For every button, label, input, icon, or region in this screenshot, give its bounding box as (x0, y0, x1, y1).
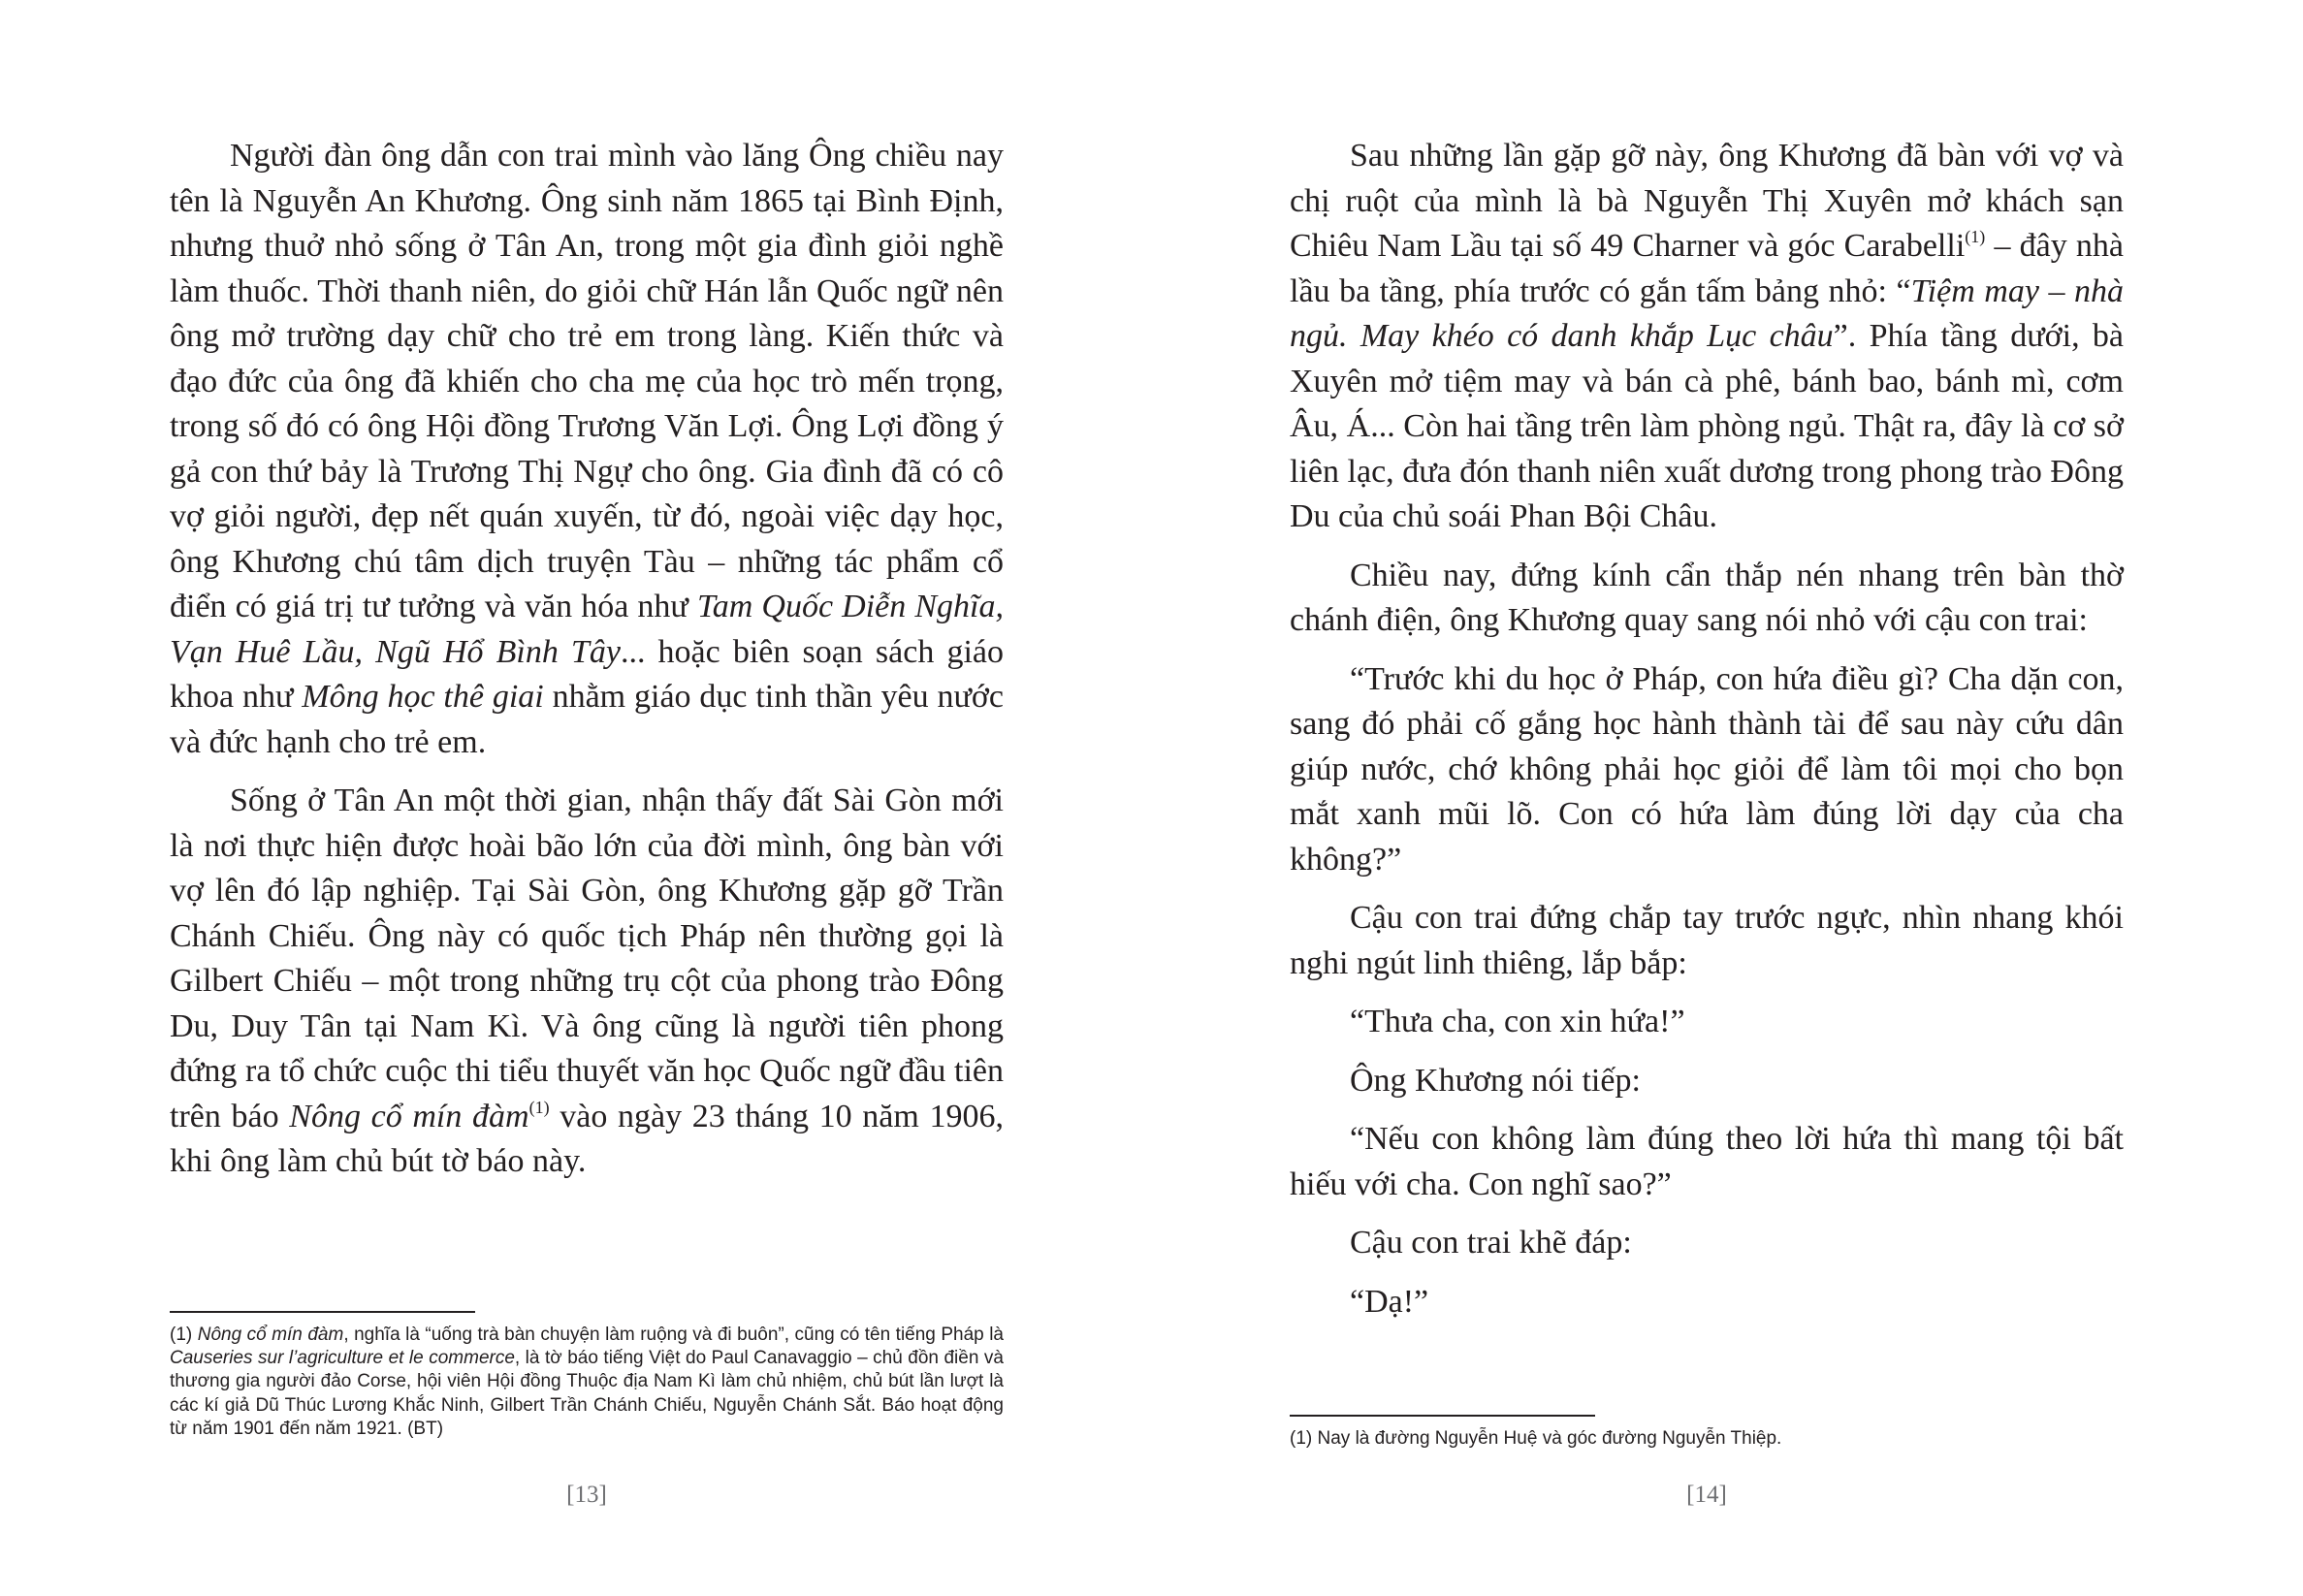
text-run: Chiều nay, đứng kính cẩn thắp nén nhang trên bàn thờ chánh điện, ông Khương quay sang nói nhỏ với cậu con trai: (1290, 557, 2124, 638)
text-run: “Nếu con không làm đúng theo lời hứa thì mang tội bất hiếu với cha. Con nghĩ sao?” (1290, 1121, 2124, 1202)
left-page-number: [13] (566, 1482, 607, 1508)
paragraph (1290, 134, 2124, 540)
footnote-marker: (1) (1965, 227, 1986, 246)
text-run: – đây nhà lầu ba tầng, phía trước có gắn tấm bảng nhỏ: “ (1290, 228, 2124, 309)
right-footnote-rule (1290, 1415, 1595, 1417)
left-body-text (170, 134, 1004, 1198)
text-run: Sống ở Tân An một thời gian, nhận thấy đất Sài Gòn mới là nơi thực hiện được hoài bão lớn của đời mình, ông bàn với vợ lên đó lập nghiệp. Tại Sài Gòn, ông Khương gặp gỡ Trần Chánh Chiếu. Ông này có quốc tịch Pháp nên thường gọi là Gilbert Chiếu – một trong những trụ cột của phong trào Đông Du, Duy Tân tại Nam Kì. Và ông cũng là người tiên phong đứng ra tổ chức cuộc thi tiểu thuyết văn học Quốc ngữ đầu tiên trên báo (170, 782, 1004, 1134)
text-run: nhằm giáo dục tinh thần yêu nước và đức hạnh cho trẻ em. (170, 679, 1004, 760)
italic-text: Causeries sur l’agriculture et le commerce (170, 1348, 515, 1369)
left-page (170, 0, 1004, 1596)
text-run: Ông Khương nói tiếp: (1350, 1062, 1641, 1099)
text-run: “Trước khi du học ở Pháp, con hứa điều gì? Cha dặn con, sang đó phải cố gắng học hành thành tài để sau này cứu dân giúp nước, chớ không phải học giỏi để làm tôi mọi cho bọn mắt xanh mũi lõ. Con có hứa làm đúng lời dạy của cha không?” (1290, 660, 2124, 878)
text-run: , nghĩa là “uống trà bàn chuyện làm ruộng và đi buôn”, cũng có tên tiếng Pháp là (343, 1325, 1005, 1345)
left-footnote (170, 1324, 1004, 1441)
text-run: ... hoặc biên soạn sách giáo khoa như (170, 633, 1004, 715)
italic-text: Tam Quốc Diễn Nghĩa, Vạn Huê Lầu, Ngũ Hổ Bình Tây (170, 589, 1004, 670)
paragraph (170, 779, 1004, 1185)
right-footnote (1290, 1427, 2124, 1451)
right-body-text (1290, 134, 2124, 1338)
italic-text: Mông học thê giai (302, 679, 544, 715)
paragraph (1290, 1280, 2124, 1325)
right-page (1290, 0, 2124, 1596)
text-run: vào ngày 23 tháng 10 năm 1906, khi ông làm chủ bút tờ báo này. (170, 1098, 1004, 1179)
text-run: “Thưa cha, con xin hứa!” (1350, 1004, 1685, 1039)
italic-text: Nông cổ mín đàm (197, 1325, 344, 1345)
paragraph (1290, 657, 2124, 883)
text-run: ”. Phía tầng dưới, bà Xuyên mở tiệm may và bán cà phê, bánh bao, bánh mì, cơm Âu, Á... Còn hai tầng trên làm phòng ngủ. Thật ra, đây là cơ sở liên lạc, đưa đón thanh niên xuất dương trong phong trào Đông Du của chủ soái Phan Bội Châu. (1290, 318, 2124, 534)
text-run: Cậu con trai khẽ đáp: (1350, 1225, 1632, 1261)
text-run: (1) Nay là đường Nguyễn Huệ và góc đường Nguyễn Thiệp. (1290, 1428, 1782, 1449)
right-page-number: [14] (1686, 1482, 1727, 1508)
left-footnote-rule (170, 1311, 475, 1313)
text-run: “Dạ!” (1350, 1283, 1429, 1320)
italic-text: Nông cổ mín đàm (289, 1098, 529, 1134)
footnote-marker: (1) (528, 1097, 550, 1117)
text-run: Cậu con trai đứng chắp tay trước ngực, nhìn nhang khói nghi ngút linh thiêng, lắp bắp: (1290, 900, 2124, 981)
text-run: Người đàn ông dẫn con trai mình vào lăng Ông chiều nay tên là Nguyễn An Khương. Ông sinh năm 1865 tại Bình Định, nhưng thuở nhỏ sống ở Tân An, trong một gia đình giỏi nghề làm thuốc. Thời thanh niên, do giỏi chữ Hán lẫn Quốc ngữ nên ông mở trường dạy chữ cho trẻ em trong làng. Kiến thức và đạo đức của ông đã khiến cho cha mẹ của học trò mến trọng, trong số đó có ông Hội đồng Trương Văn Lợi. Ông Lợi đồng ý gả con thứ bảy là Trương Thị Ngự cho ông. Gia đình đã có cô vợ giỏi người, đẹp nết quán xuyến, từ đó, ngoài việc dạy học, ông Khương chú tâm dịch truyện Tàu – những tác phẩm cổ điển có giá trị tư tưởng và văn hóa như (170, 138, 1004, 624)
paragraph (1290, 554, 2124, 644)
text-run: Sau những lần gặp gỡ này, ông Khương đã bàn với vợ và chị ruột của mình là bà Nguyễn Thị Xuyên mở khách sạn Chiêu Nam Lầu tại số 49 Charner và góc Carabelli (1290, 138, 2124, 264)
paragraph (170, 134, 1004, 765)
paragraph (1290, 896, 2124, 986)
paragraph (1290, 1221, 2124, 1266)
text-run: , là tờ báo tiếng Việt do Paul Canavaggio – chủ đồn điền và thương gia người đảo Corse, hội viên Hội đồng Thuộc địa Nam Kì làm chủ nhiệm, chủ bút lần lượt là các kí giả Dũ Thúc Lương Khắc Ninh, Gilbert Trần Chánh Chiếu, Nguyễn Chánh Sắt. Báo hoạt động từ năm 1901 đến năm 1921. (BT) (170, 1348, 1004, 1439)
paragraph (1290, 1117, 2124, 1207)
text-run: (1) (170, 1325, 198, 1345)
paragraph (1290, 1059, 2124, 1104)
paragraph (1290, 1000, 2124, 1045)
italic-text: Tiệm may – nhà ngủ. May khéo có danh khắp Lục châu (1290, 272, 2124, 354)
